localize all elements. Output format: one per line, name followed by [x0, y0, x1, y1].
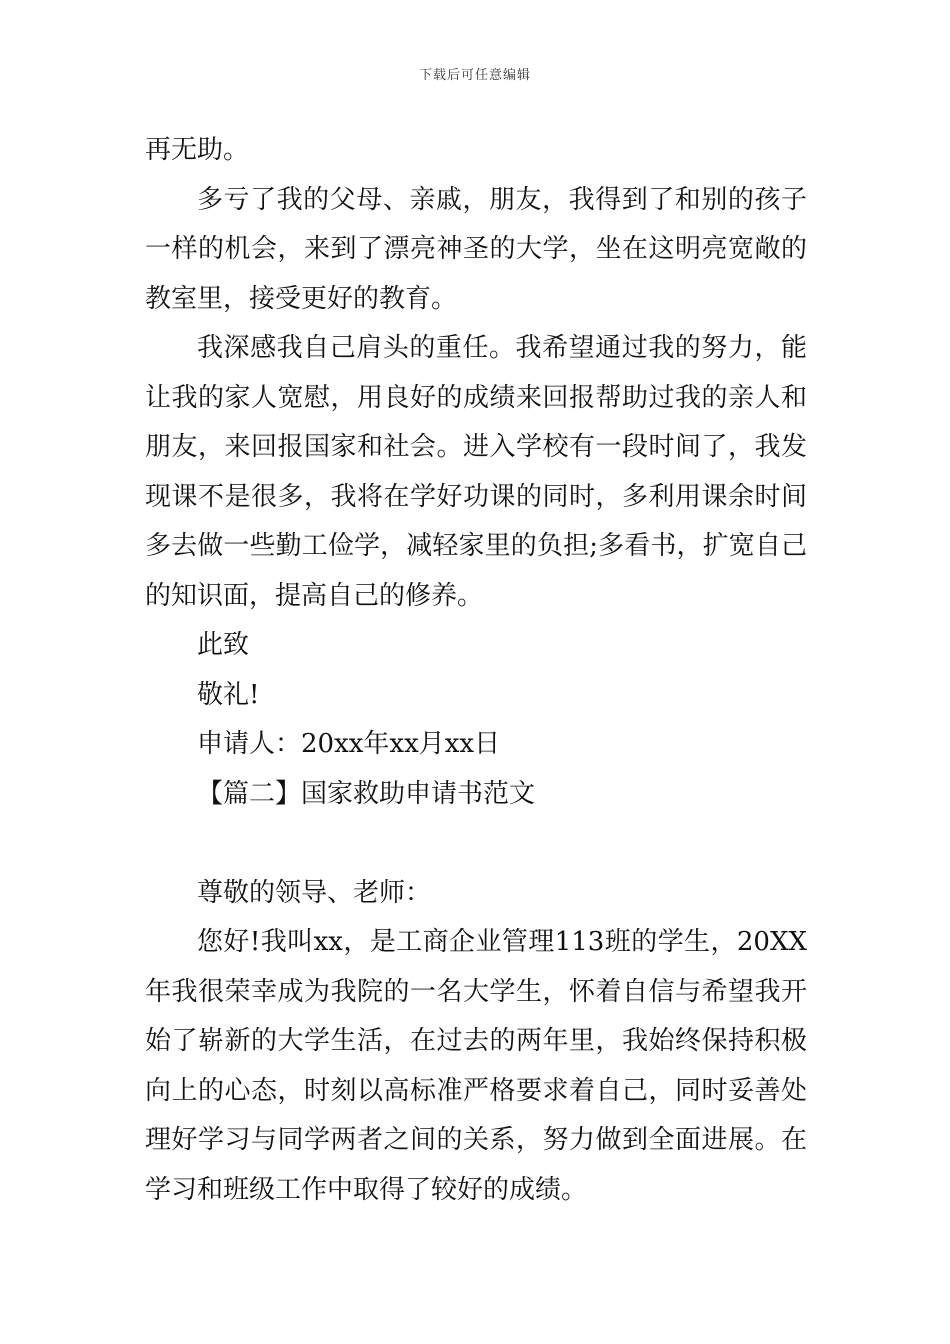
document-body: [145, 126, 807, 1215]
closing-line-2: 敬礼!: [197, 679, 260, 710]
page-header-note: 下载后可任意编辑: [418, 68, 531, 83]
paragraph-responsibility: 我深感我自己肩头的重任。我希望通过我的努力，能让我的家人宽慰，用良好的成绩来回报帮助过我的亲人和朋友，来回报国家和社会。进入学校有一段时间了，我发现课不是很多，我将在学好功课的同时，多利用课余时间多去做一些勤工俭学，减轻家里的负担;多看书，扩宽自己的知识面，提高自己的修养。: [145, 333, 807, 611]
blank-line: [145, 819, 807, 869]
section-title: 【篇二】国家救助申请书范文: [197, 778, 536, 809]
paragraph-continuation: 再无助。: [145, 135, 250, 165]
paragraph-gratitude: 多亏了我的父母、亲戚，朋友，我得到了和别的孩子一样的机会，来到了漂亮神圣的大学，坐在这明亮宽敞的教室里，接受更好的教育。: [145, 184, 807, 314]
salutation: 尊敬的领导、老师：: [197, 877, 432, 908]
signature-line: 申请人：20xx年xx月xx日: [197, 729, 501, 759]
paragraph-introduction: 您好!我叫xx，是工商企业管理113班的学生，20XX年我很荣幸成为我院的一名大学生，怀着自信与希望我开始了崭新的大学生活，在过去的两年里，我始终保持积极向上的心态，时刻以高标准严格要求着自己，同时妥善处理好学习与同学两者之间的关系，努力做到全面进展。在学习和班级工作中取得了较好的成绩。: [145, 927, 807, 1205]
closing-line-1: 此致: [197, 630, 250, 660]
